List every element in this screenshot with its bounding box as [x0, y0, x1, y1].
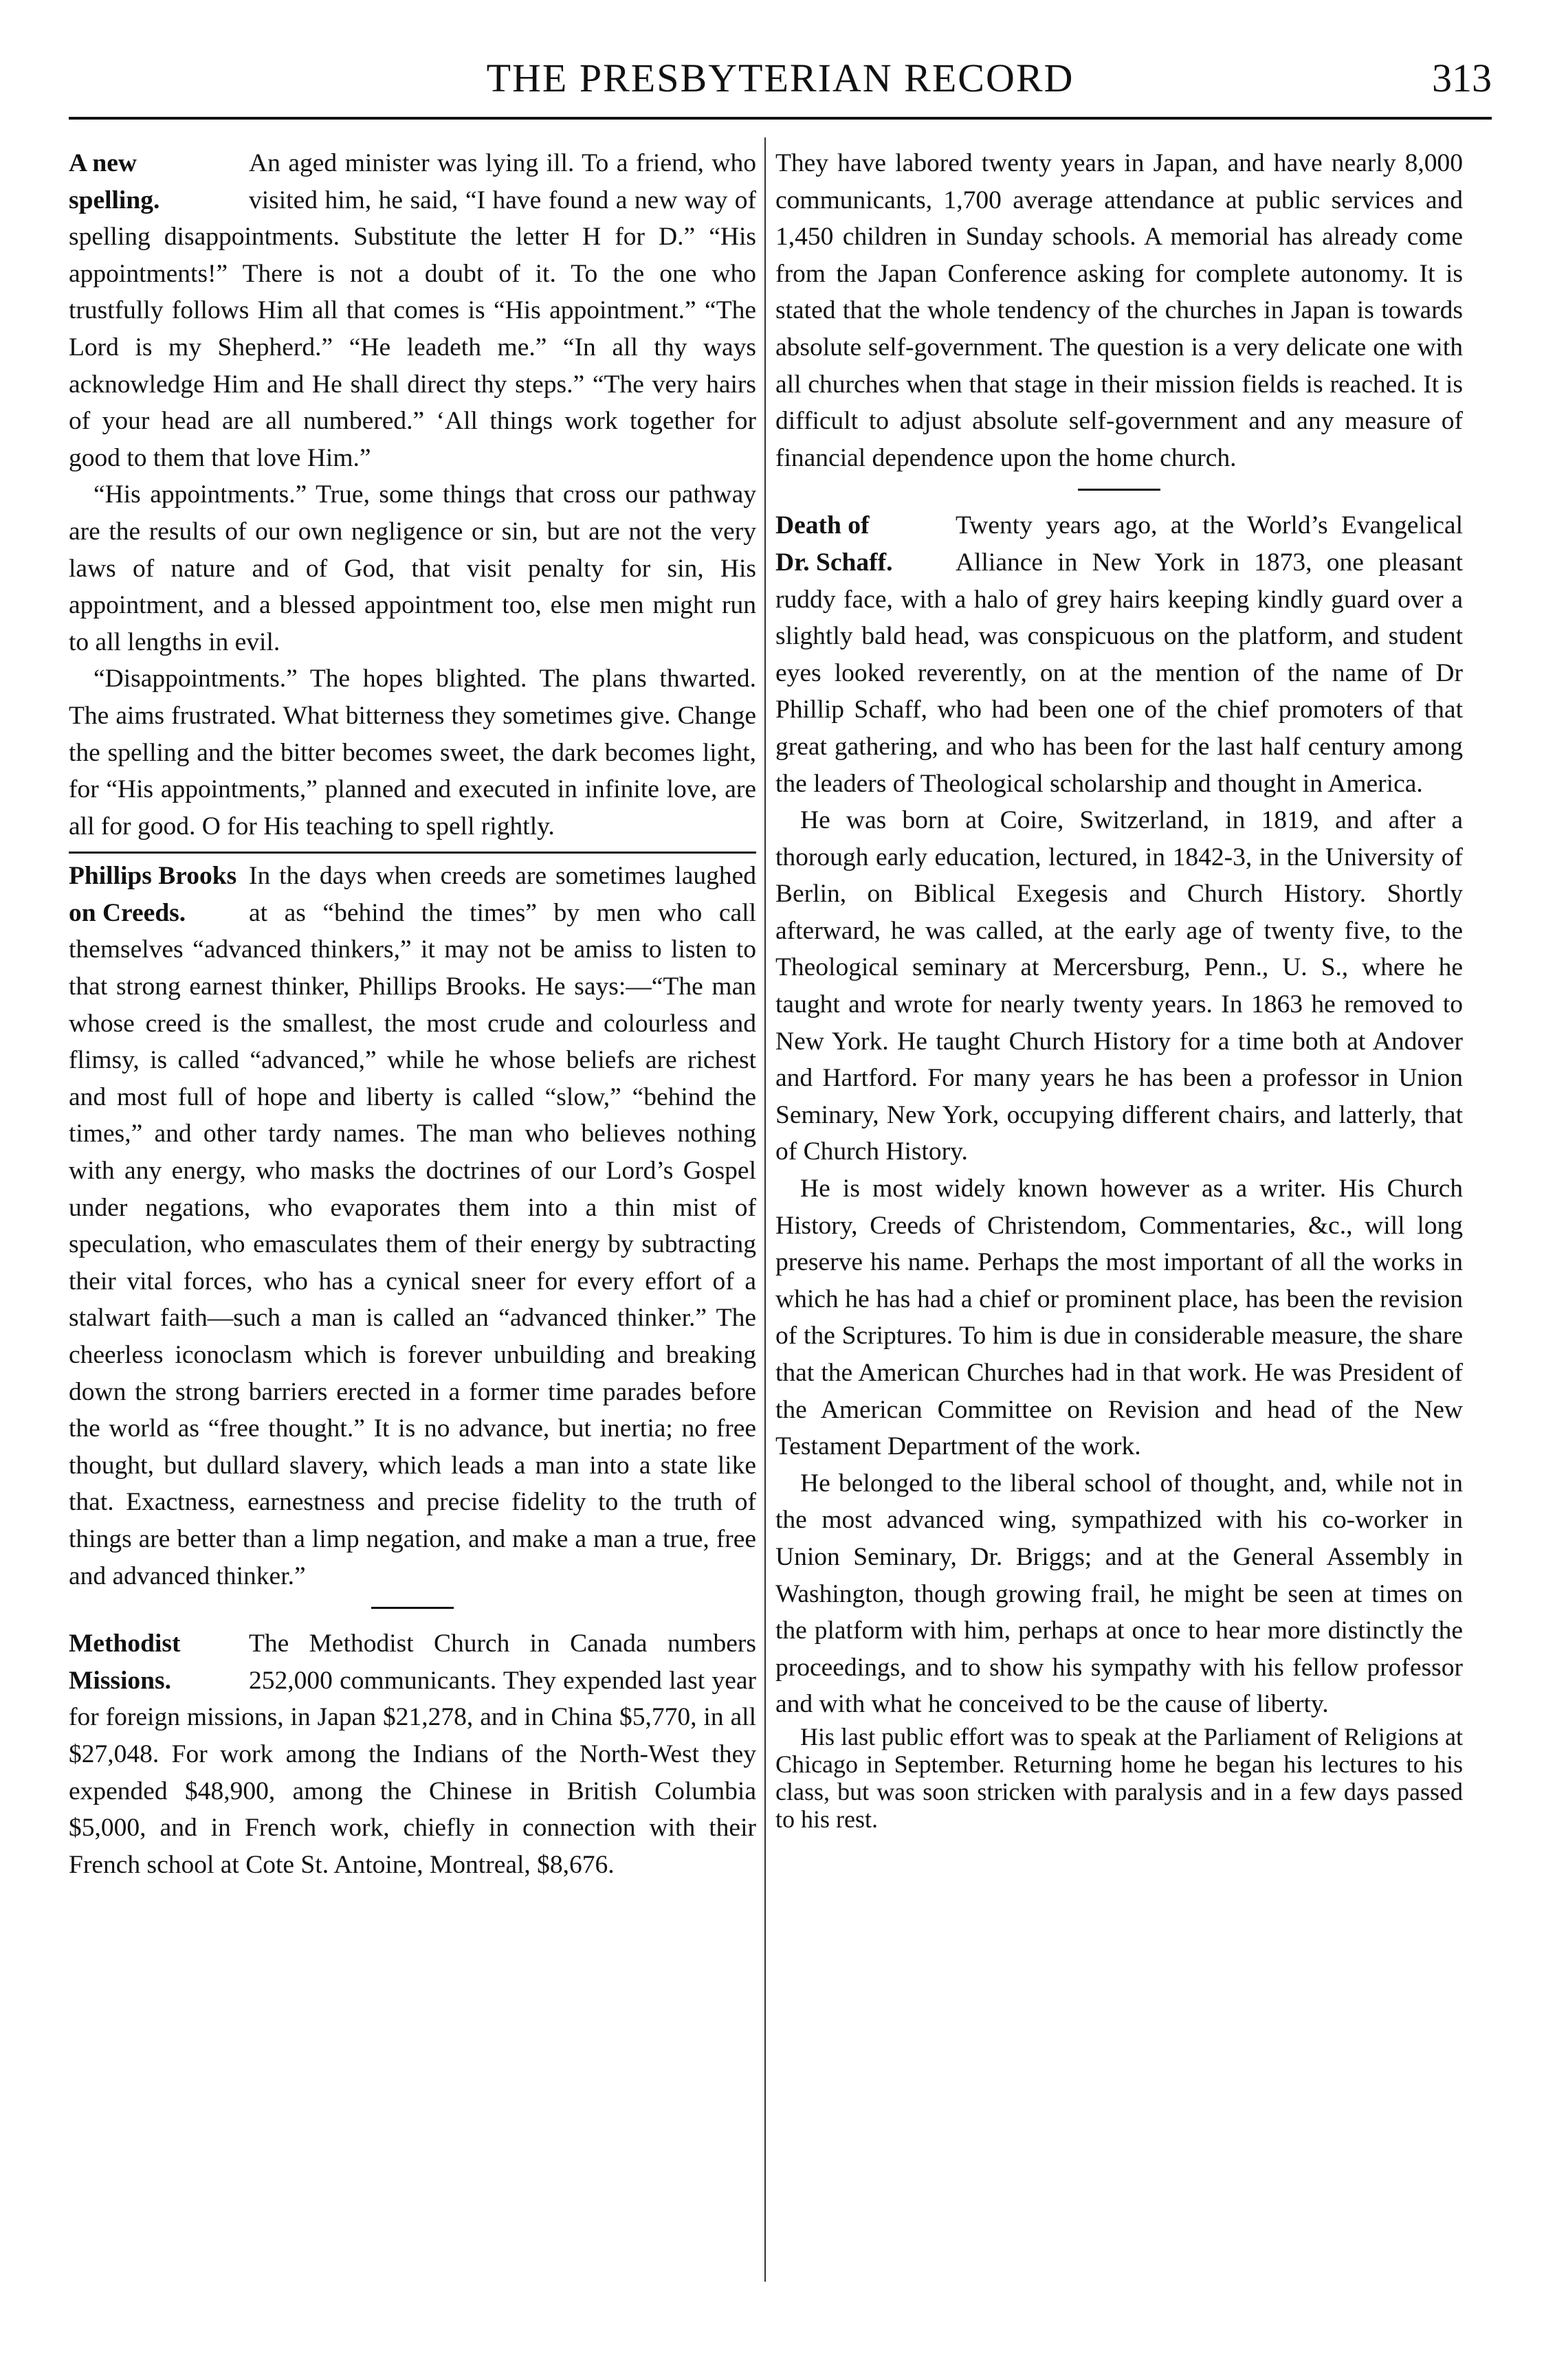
side-heading-line: Death of [775, 511, 870, 540]
right-column [775, 141, 1463, 1833]
side-heading-line: Dr. Schaff. [775, 548, 893, 577]
section-divider [1078, 489, 1160, 491]
paragraph: “His appointments.” True, some things that cross our pathway are the results of our own negligence or sin, but are not the very laws of nature and of God, that visit penalty for sin, His appointment, and a blessed appointment too, else men might run to all lengths in evil. [69, 480, 756, 656]
paragraph: His last public effort was to speak at the Parliament of Religions at Chicago in September. Returning home he began his lectures to his class, but was soon stricken with paralysis and in a few days passed to his rest. [775, 1722, 1463, 1833]
paragraph: The Methodist Church in Canada numbers 252,000 communicants. They expended last year for foreign missions, in Japan $21,278, and in China $5,770, in all $27,048. For work among the Indians of the North-West they expended $48,900, among the Chinese in British Columbia $5,000, and in French work, chiefly in connection with their French school at Cote St. Antoine, Montreal, $8,676. [69, 1630, 756, 1879]
side-heading-line: A new [69, 149, 137, 177]
side-heading-line: Phillips Brooks [69, 862, 237, 891]
paragraph: “Disappointments.” The hopes blighted. The plans thwarted. The aims frustrated. What bitterness they sometimes give. Change the spelling and the bitter becomes sweet, the dark becomes light, for “His appointments,” planned and executed in infinite love, are all for good. O for His teaching to spell rightly. [69, 665, 756, 841]
article-japan-continued [775, 141, 1463, 476]
side-heading [69, 1625, 241, 1699]
side-heading-line: on Creeds. [69, 898, 186, 927]
side-heading [775, 507, 947, 581]
paragraph: He was born at Coire, Switzerland, in 1819, and after a thorough early education, lectured, in 1842-3, in the University of Berlin, on Biblical Exegesis and Church History. Shortly afterward, he was called, at the early age of twenty five, to the Theological seminary at Mercersburg, Penn., U. S., where he taught and wrote for nearly twenty years. In 1863 he removed to New York. He taught Church History for a time both at Andover and Hartford. For many years he has been a professor in Union Seminary, New York, occupying different chairs, and latterly, that of Church History. [775, 806, 1463, 1166]
side-heading-line: Methodist [69, 1630, 181, 1658]
left-column [69, 141, 756, 1883]
header-rule [69, 117, 1492, 120]
side-heading [69, 145, 241, 219]
page-header [69, 55, 1492, 110]
article-new-spelling [69, 141, 756, 845]
article-phillips-brooks [69, 852, 756, 1594]
article-death-of-schaff [775, 503, 1463, 1833]
paragraph: An aged minister was lying ill. To a friend, who visited him, he said, “I have found a new way of spelling disappointments. Substitute the letter H for D.” “His appointments!” There is not a doubt of it. To the one who trustfully follows Him all that comes is “His appointment.” “The Lord is my Shepherd.” “He leadeth me.” “In all thy ways acknowledge Him and He shall direct thy steps.” “The very hairs of your head are all numbered.” ‘All things work together for good to them that love Him.” [69, 149, 756, 472]
article-methodist-missions [69, 1621, 756, 1883]
page-number: 313 [1432, 56, 1492, 100]
paragraph: Twenty years ago, at the World’s Evangelical Alliance in New York in 1873, one pleasant ruddy face, with a halo of grey hairs keeping kindly guard over a slightly bald head, was conspicuous on the platform, and student eyes looked reverently, on at the mention of the name of Dr Phillip Schaff, who had been one of the chief promoters of that great gathering, and who has been for the last half century among the leaders of Theological scholarship and thought in America. [775, 511, 1463, 798]
side-heading-line: Missions. [69, 1666, 171, 1695]
journal-title: THE PRESBYTERIAN RECORD [486, 56, 1074, 100]
section-divider [371, 1607, 454, 1609]
paragraph: In the days when creeds are sometimes laughed at as “behind the times” by men who call themselves “advanced thinkers,” it may not be amiss to listen to that strong earnest thinker, Phillips Brooks. He says:—“The man whose creed is the smallest, the most crude and colourless and flimsy, is called “advanced,” while he whose beliefs are richest and most full of hope and liberty is called “slow,” “behind the times,” and other tardy names. The man who believes nothing with any energy, who masks the doctrines of our Lord’s Gospel under negations, who evaporates them into a thin mist of speculation, who emasculates them of their energy by subtracting their vital forces, who has a cynical sneer for every effort of a stalwart faith—such a man is called an “advanced thinker.” The cheerless iconoclasm which is forever unbuilding and breaking down the strong barriers erected in a former time parades before the world as “free thought.” It is no advance, but inertia; no free thought, but dullard slavery, which leads a man into a state like that. Exactness, earnestness and precise fidelity to the truth of things are better than a limp negation, and make a man a true, free and advanced thinker.” [69, 862, 756, 1590]
side-heading [69, 858, 241, 931]
paragraph: He is most widely known however as a writer. His Church History, Creeds of Christendom, Commentaries, &c., will long preserve his name. Perhaps the most important of all the works in which he has had a chief or prominent place, has been the revision of the Scriptures. To him is due in considerable measure, the share that the American Churches had in that work. He was President of the American Committee on Revision and head of the New Testament Department of the work. [775, 1175, 1463, 1461]
paragraph: He belonged to the liberal school of thought, and, while not in the most advanced wing, sympathized with his co-worker in Union Seminary, Dr. Briggs; and at the General Assembly in Washington, though growing frail, he might be seen at times on the platform with him, perhaps at once to hear more distinctly the proceedings, and to show his sympathy with his fellow professor and with what he conceived to be the cause of liberty. [775, 1469, 1463, 1719]
side-heading-line: spelling. [69, 186, 160, 214]
paragraph: They have labored twenty years in Japan, and have nearly 8,000 communicants, 1,700 average attendance at public services and 1,450 children in Sunday schools. A memorial has already come from the Japan Conference asking for complete autonomy. It is stated that the whole tendency of the churches in Japan is towards absolute self-government. The question is a very delicate one with all churches when that stage in their mission fields is reached. It is difficult to adjust absolute self-government and any measure of financial dependence upon the home church. [775, 149, 1463, 472]
column-divider [764, 137, 766, 2282]
